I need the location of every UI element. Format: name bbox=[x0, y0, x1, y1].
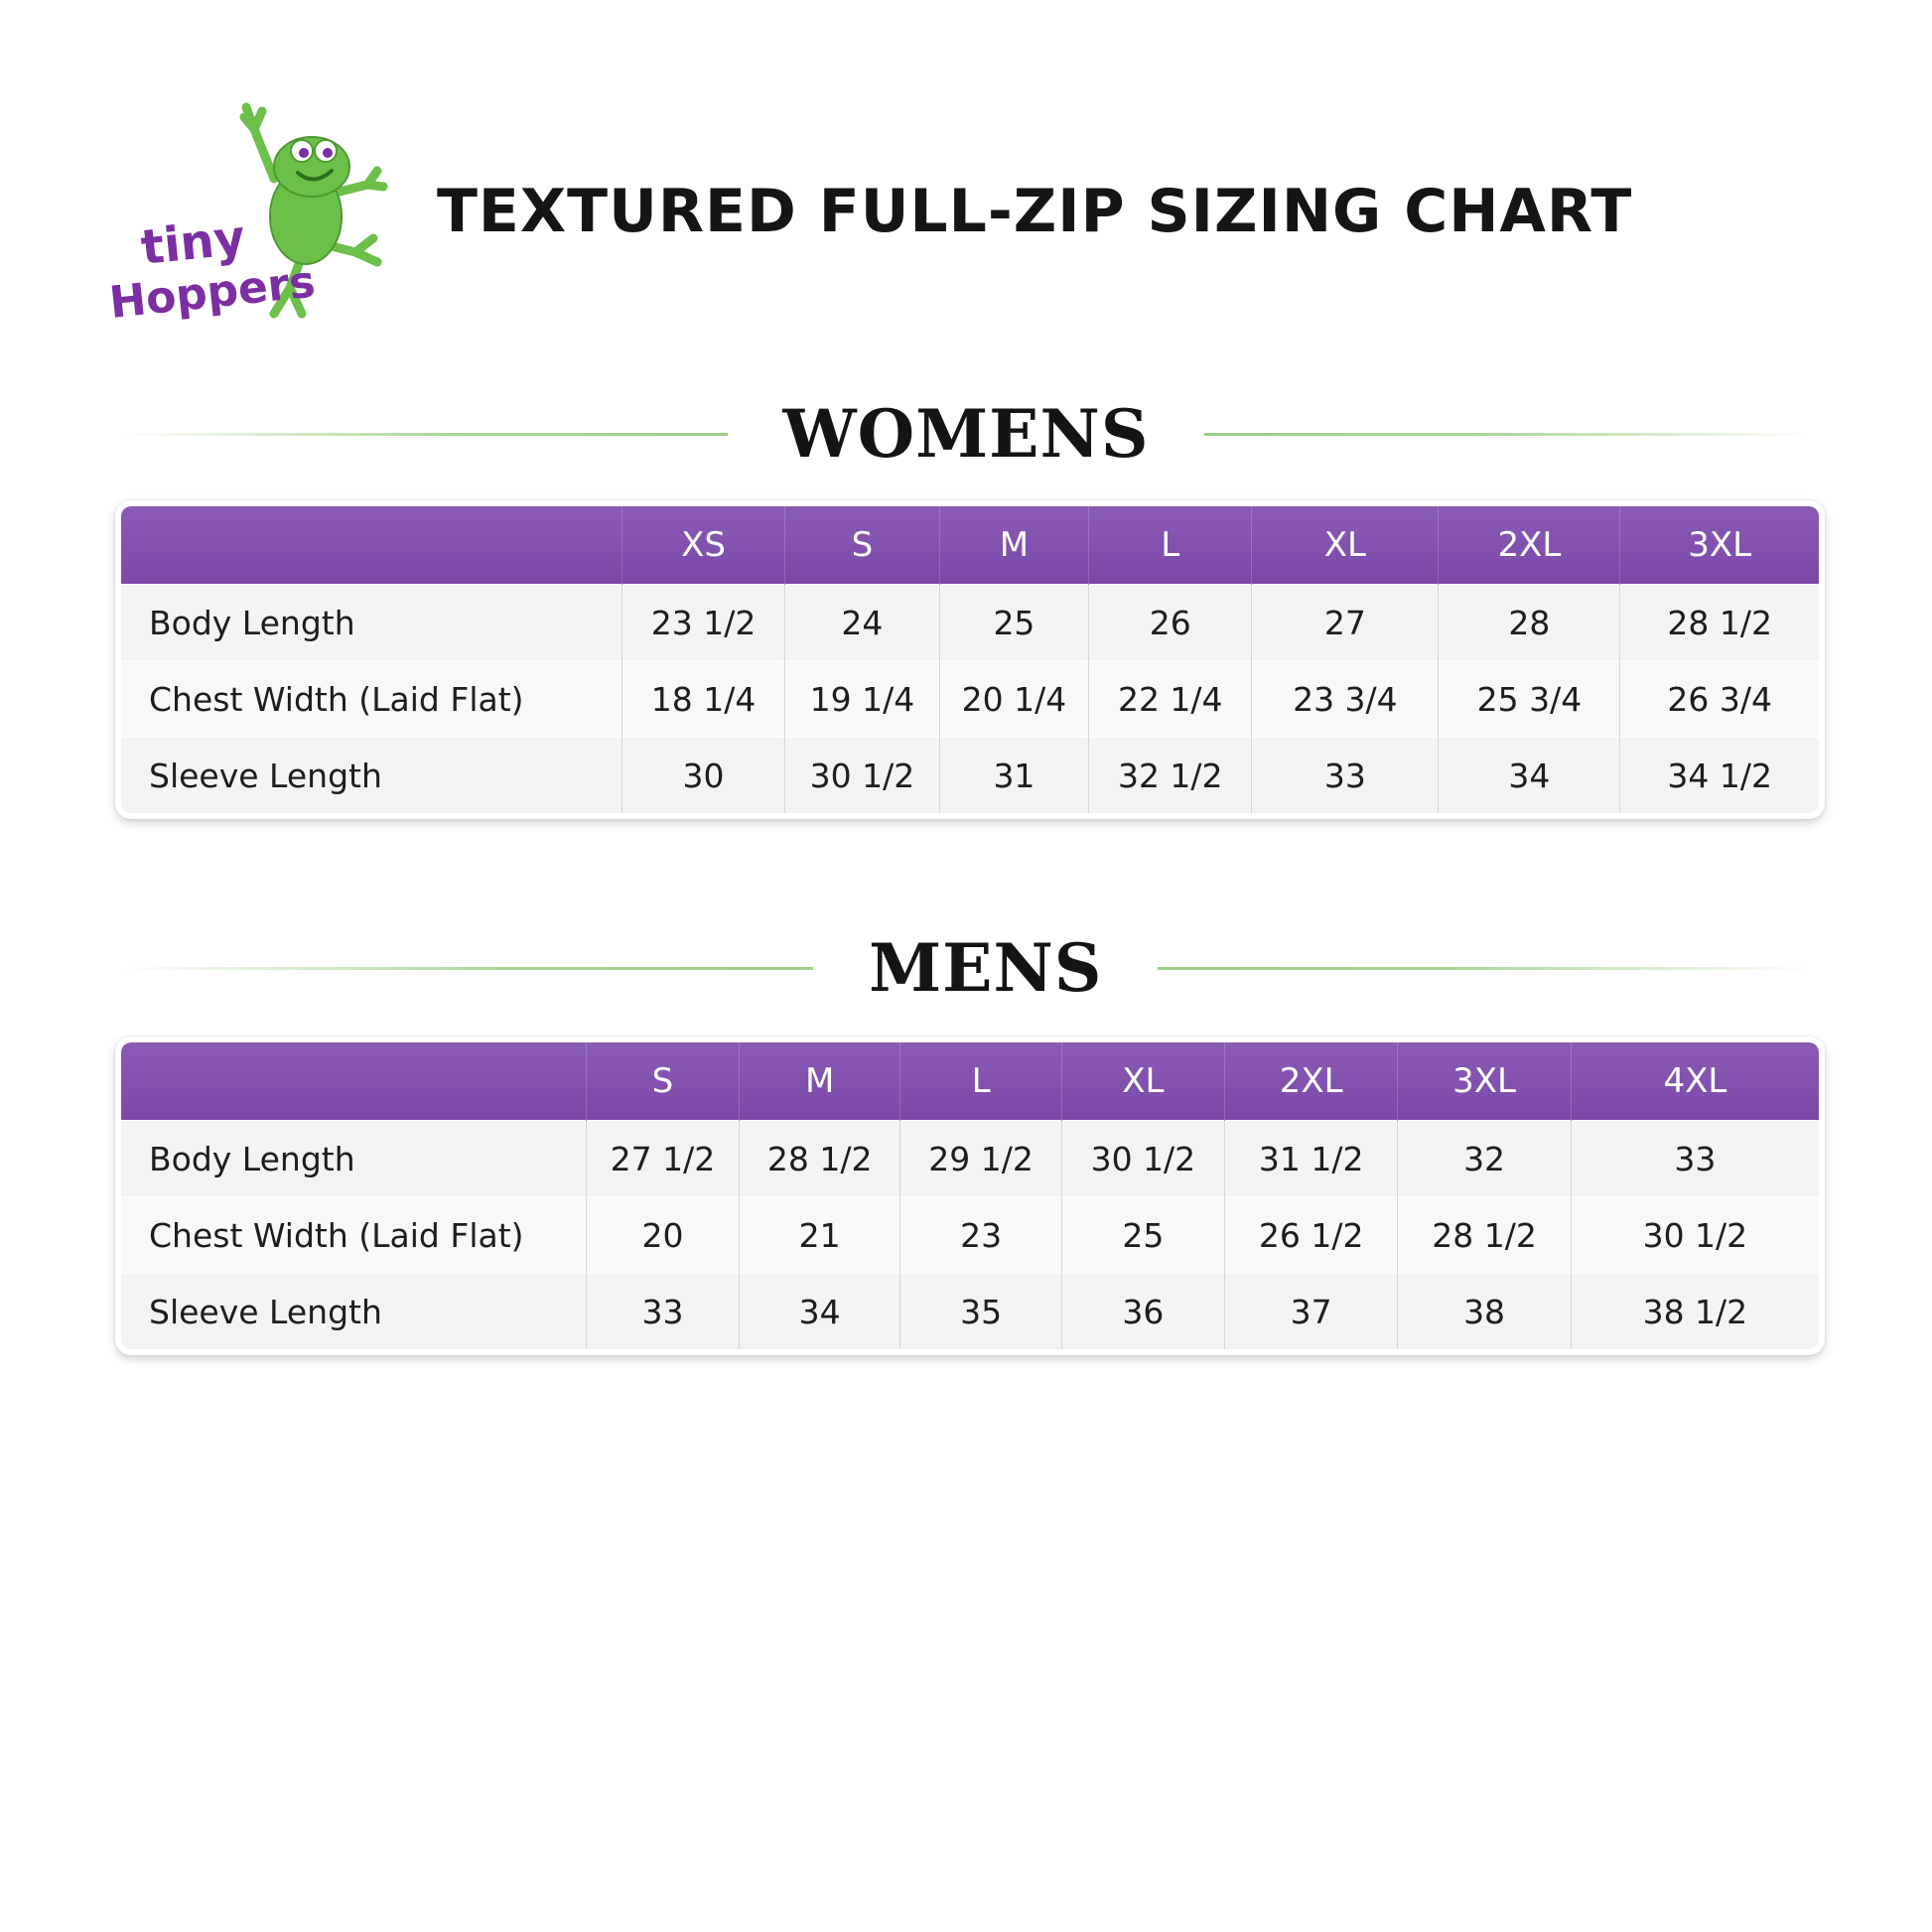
table-cell: 21 bbox=[739, 1197, 899, 1274]
size-header: L bbox=[1089, 506, 1252, 585]
size-header: L bbox=[900, 1042, 1061, 1121]
table-cell: 38 1/2 bbox=[1571, 1274, 1819, 1350]
table-cell: 32 bbox=[1398, 1121, 1571, 1197]
table-cell: 24 bbox=[785, 585, 940, 661]
table-cell: 30 bbox=[621, 738, 784, 814]
mens-section-heading bbox=[119, 923, 1813, 1013]
table-cell: 19 1/4 bbox=[785, 661, 940, 738]
table-cell: 25 3/4 bbox=[1439, 661, 1620, 738]
size-header: 3XL bbox=[1620, 506, 1819, 585]
heading-rule-left bbox=[119, 433, 728, 436]
table-cell: 33 bbox=[1252, 738, 1439, 814]
frog-logo-graphic bbox=[107, 68, 405, 336]
table-cell: 26 1/2 bbox=[1224, 1197, 1397, 1274]
size-header: XS bbox=[621, 506, 784, 585]
table-cell: 29 1/2 bbox=[900, 1121, 1061, 1197]
mens-size-table bbox=[121, 1042, 1819, 1349]
page-title: TEXTURED FULL-ZIP SIZING CHART bbox=[437, 177, 1633, 246]
mens-size-table-card bbox=[115, 1036, 1825, 1355]
size-header: 2XL bbox=[1224, 1042, 1397, 1121]
table-cell: 22 1/4 bbox=[1089, 661, 1252, 738]
table-row bbox=[121, 738, 1819, 814]
logo-text-tiny: tiny bbox=[138, 209, 248, 276]
size-header: 2XL bbox=[1439, 506, 1620, 585]
table-cell: 34 bbox=[739, 1274, 899, 1350]
size-header: S bbox=[785, 506, 940, 585]
size-header: M bbox=[739, 1042, 899, 1121]
table-cell: 30 1/2 bbox=[1061, 1121, 1224, 1197]
womens-header-row bbox=[121, 506, 1819, 585]
table-cell: 25 bbox=[939, 585, 1088, 661]
table-cell: 26 bbox=[1089, 585, 1252, 661]
table-cell: 27 1/2 bbox=[587, 1121, 740, 1197]
heading-rule-right bbox=[1158, 967, 1813, 970]
table-cell: 28 1/2 bbox=[1398, 1197, 1571, 1274]
size-header: 4XL bbox=[1571, 1042, 1819, 1121]
row-label: Body Length bbox=[121, 1121, 587, 1197]
size-header: XL bbox=[1061, 1042, 1224, 1121]
table-cell: 28 bbox=[1439, 585, 1620, 661]
table-row bbox=[121, 1197, 1819, 1274]
womens-size-table bbox=[121, 506, 1819, 813]
womens-heading-label: WOMENS bbox=[782, 395, 1150, 473]
header-corner-cell bbox=[121, 506, 621, 585]
table-cell: 23 3/4 bbox=[1252, 661, 1439, 738]
table-cell: 33 bbox=[1571, 1121, 1819, 1197]
table-cell: 31 bbox=[939, 738, 1088, 814]
row-label: Sleeve Length bbox=[121, 1274, 587, 1350]
table-cell: 33 bbox=[587, 1274, 740, 1350]
heading-rule-left bbox=[119, 967, 813, 970]
header-corner-cell bbox=[121, 1042, 587, 1121]
row-label: Chest Width (Laid Flat) bbox=[121, 1197, 587, 1274]
logo-text-hoppers: Hoppers bbox=[107, 256, 318, 329]
size-header: S bbox=[587, 1042, 740, 1121]
table-cell: 28 1/2 bbox=[1620, 585, 1819, 661]
row-label: Body Length bbox=[121, 585, 621, 661]
table-cell: 32 1/2 bbox=[1089, 738, 1252, 814]
mens-header-row bbox=[121, 1042, 1819, 1121]
row-label: Sleeve Length bbox=[121, 738, 621, 814]
table-cell: 26 3/4 bbox=[1620, 661, 1819, 738]
size-header: XL bbox=[1252, 506, 1439, 585]
size-header: M bbox=[939, 506, 1088, 585]
row-label: Chest Width (Laid Flat) bbox=[121, 661, 621, 738]
table-cell: 34 bbox=[1439, 738, 1620, 814]
womens-section-heading bbox=[119, 389, 1813, 479]
table-cell: 25 bbox=[1061, 1197, 1224, 1274]
table-cell: 20 1/4 bbox=[939, 661, 1088, 738]
table-cell: 18 1/4 bbox=[621, 661, 784, 738]
brand-logo bbox=[107, 68, 405, 336]
table-cell: 31 1/2 bbox=[1224, 1121, 1397, 1197]
table-cell: 36 bbox=[1061, 1274, 1224, 1350]
table-row bbox=[121, 661, 1819, 738]
table-cell: 35 bbox=[900, 1274, 1061, 1350]
table-cell: 20 bbox=[587, 1197, 740, 1274]
table-cell: 30 1/2 bbox=[785, 738, 940, 814]
table-cell: 23 bbox=[900, 1197, 1061, 1274]
mens-heading-label: MENS bbox=[869, 929, 1103, 1007]
table-cell: 38 bbox=[1398, 1274, 1571, 1350]
table-cell: 30 1/2 bbox=[1571, 1197, 1819, 1274]
table-cell: 28 1/2 bbox=[739, 1121, 899, 1197]
table-row bbox=[121, 585, 1819, 661]
womens-size-table-card bbox=[115, 500, 1825, 819]
table-row bbox=[121, 1274, 1819, 1350]
heading-rule-right bbox=[1204, 433, 1813, 436]
table-row bbox=[121, 1121, 1819, 1197]
table-cell: 23 1/2 bbox=[621, 585, 784, 661]
table-cell: 37 bbox=[1224, 1274, 1397, 1350]
size-header: 3XL bbox=[1398, 1042, 1571, 1121]
table-cell: 27 bbox=[1252, 585, 1439, 661]
table-cell: 34 1/2 bbox=[1620, 738, 1819, 814]
